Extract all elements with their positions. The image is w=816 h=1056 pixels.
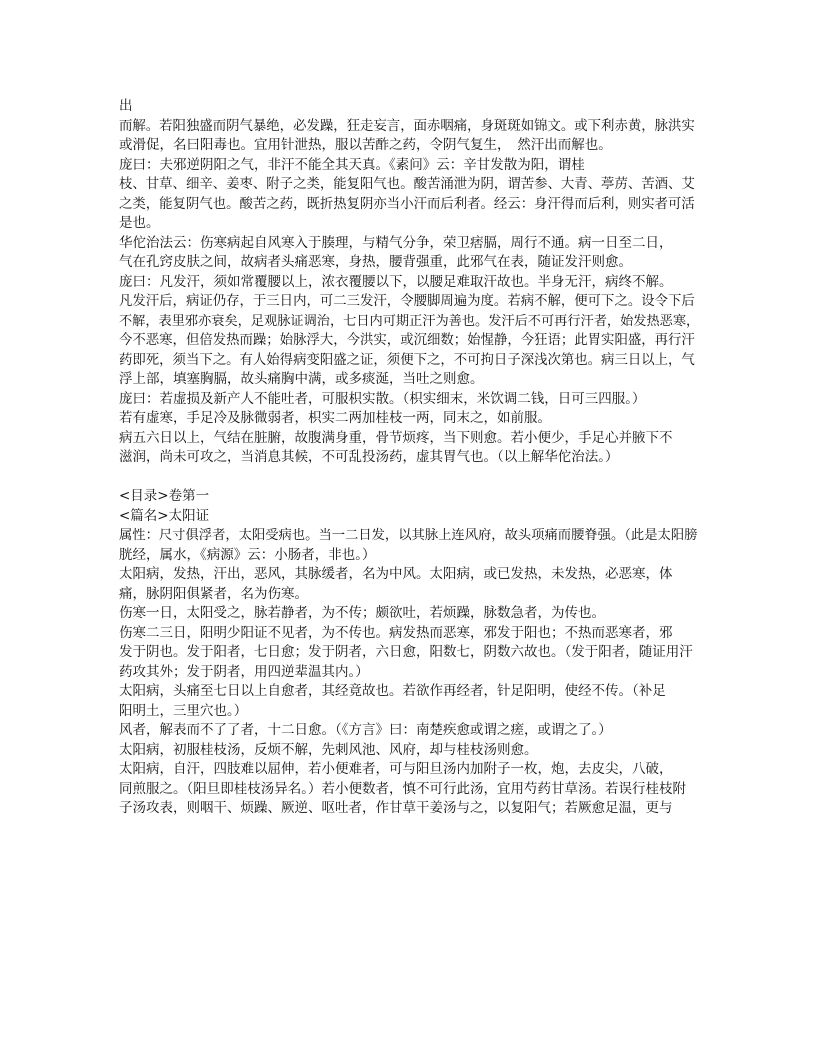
text-line: 风者，解表而不了了者，十二日愈。（《方言》曰：南楚疾愈或谓之瘥，或谓之了。） — [119, 722, 612, 738]
text-line: 太阳病，发热，汗出，恶风，其脉缓者，名为中风。太阳病，或已发热，未发热，必恶寒，体 — [119, 566, 673, 582]
text-line: 之类，能复阴气也。酸苦之药，既折热复阴亦当小汗而后利者。经云：身汗得而后利，则实者可活 — [119, 196, 695, 212]
text-line: 庞曰：夫邪逆阴阳之气，非汗不能全其天真。《素问》云：辛甘发散为阳，谓桂 — [119, 156, 585, 173]
text-line: 阳明土，三里穴也。） — [119, 702, 248, 719]
text-line: 而解。若阳独盛而阴气暴绝，必发躁，狂走妄言，面赤咽痛，身斑斑如锦文。或下利赤黄，脉洪实 — [119, 118, 695, 134]
text-line: 出 — [119, 98, 133, 114]
text-line: 凡发汗后，病证仍存，于三日内，可二三发汗，令腰脚周遍为度。若病不解，便可下之。设令下后 — [119, 294, 695, 309]
text-line: 浮上部，填塞胸膈，故头痛胸中满，或多痰涎，当吐之则愈。 — [119, 371, 484, 387]
text-line: 今不恶寒，但倍发热而躁；始脉浮大，今洪实，或沉细数；始惺静，今狂语；此胃实阳盛，再行汗 — [119, 333, 695, 348]
text-line: 或滑促，名曰阳毒也。宜用针泄热，服以苦酢之药，令阴气复生， 然汗出而解也。 — [119, 137, 612, 153]
text-line: 气在孔窍皮肤之间，故病者头痛恶寒，身热，腰背强重，此邪气在表，随证发汗则愈。 — [119, 254, 632, 270]
text-line: 子汤攻表，则咽干、烦躁、厥逆、呕吐者，作甘草干姜汤与之，以复阳气；若厥愈足温，更与 — [119, 800, 673, 816]
text-line: 痛，脉阴阳俱紧者，名为伤寒。 — [119, 585, 308, 602]
text-line: 庞曰：若虚损及新产人不能吐者，可服枳实散。（枳实细末，米饮调二钱，日可三四服。） — [119, 390, 646, 407]
text-line: 华佗治法云：伤寒病起自风寒入于腠理，与精气分争，荣卫痞膈，周行不通。病一日至二日， — [119, 234, 673, 251]
text-line: 是也。 — [119, 215, 160, 231]
text-line: 不解，表里邪亦衰矣，足观脉证调治，七日内可期正汗为善也。发汗后不可再行汗者，始发热恶寒， — [119, 313, 700, 329]
chapter-heading: <篇名>太阳证 — [119, 507, 210, 524]
text-line: 病五六日以上，气结在脏腑，故腹满身重，骨节烦疼，当下则愈。若小便少，手足心并腋下不 — [119, 429, 673, 446]
text-line: 胱经，属水，《病源》云：小肠者，非也。） — [119, 546, 376, 563]
text-line: 庞曰：凡发汗，须如常覆腰以上，浓衣覆腰以下，以腰足难取汗故也。半身无汗，病终不解。 — [119, 273, 673, 290]
document-body — [119, 97, 699, 819]
text-line: 太阳病，头痛至七日以上自愈者，其经竟故也。若欲作再经者，针足阳明，使经不传。（补足 — [119, 683, 666, 699]
blank-line — [119, 468, 699, 488]
text-line: 药攻其外；发于阴者，用四逆辈温其内。） — [119, 663, 369, 680]
catalog-heading: <目录>卷第一 — [119, 488, 210, 504]
text-line: 滋润，尚未可攻之，当消息其候，不可乱投汤药，虚其胃气也。（以上解华佗治法。） — [119, 449, 619, 465]
text-line: 发于阴也。发于阳者，七日愈；发于阴者，六日愈，阳数七，阴数六故也。（发于阳者，随证用汗 — [119, 644, 693, 660]
text-line: 枝、甘草、细辛、姜枣、附子之类，能复阳气也。酸苦涌泄为阴，谓苦参、大青、葶苈、苦酒、艾 — [119, 177, 695, 192]
text-line: 太阳病，初服桂枝汤，反烦不解，先刺风池、风府，却与桂枝汤则愈。 — [119, 741, 538, 758]
text-line: 属性：尺寸俱浮者，太阳受病也。当一二日发，以其脉上连风府，故头项痛而腰脊强。（此是太阳膀 — [119, 528, 698, 543]
text-line: 若有虚寒，手足冷及脉微弱者，枳实二两加桂枝一两，同末之，如前服。 — [119, 410, 551, 426]
text-line: 同煎服之。（阳旦即桂枝汤异名。）若小便数者，慎不可行此汤，宜用芍药甘草汤。若误行桂枝附 — [119, 780, 686, 797]
text-line: 药即死，须当下之。有人始得病变阳盛之证，须便下之，不可拘日子深浅次第也。病三日以上，气 — [119, 352, 695, 368]
text-line: 伤寒二三日，阳明少阳证不见者，为不传也。病发热而恶寒，邪发于阳也；不热而恶寒者，邪 — [119, 624, 673, 641]
text-line: 太阳病，自汗，四肢难以屈伸，若小便难者，可与阳旦汤内加附子一枚，炮，去皮尖，八破， — [119, 761, 673, 777]
text-line: 伤寒一日，太阳受之，脉若静者，为不传；颇欲吐，若烦躁，脉数急者，为传也。 — [119, 605, 605, 621]
